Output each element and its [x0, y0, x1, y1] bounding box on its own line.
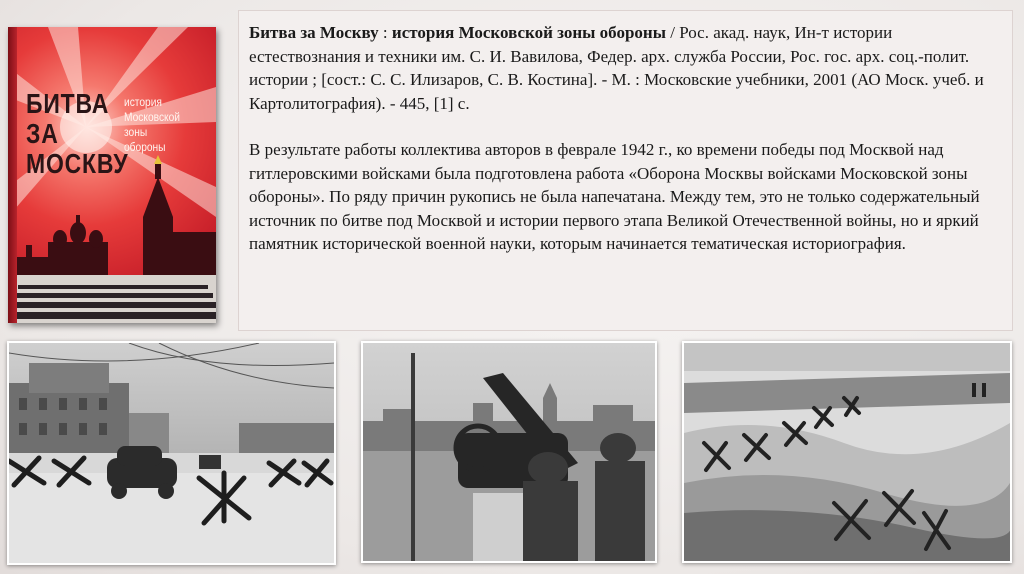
- book-cover-subtitle: история Московской зоны обороны: [124, 95, 180, 154]
- book-cover-title: БИТВА ЗА МОСКВУ: [26, 88, 129, 179]
- book-cover-image: [8, 27, 216, 323]
- bibliographic-details: / Рос. акад. наук, Ин-т истории естествознания и техники им. С. И. Вавилова, Федер. арх. служба России, Рос. гос. арх. соц.-полит. истории ; [сост.: С. С. Илизаров, С. В. Костина]. - М. : Московские учебники, 2001 (АО Моск. учеб. и Картолитография). - 445, [1] с.: [249, 23, 984, 113]
- book-title: Битва за Москву: [249, 23, 379, 42]
- title-separator: :: [378, 23, 392, 42]
- photo-trench-defenses: [682, 341, 1012, 563]
- book-subtitle: история Московской зоны обороны: [391, 23, 666, 42]
- bibliographic-record: [249, 21, 1000, 115]
- photo-anti-aircraft-gunners: [361, 341, 657, 563]
- text-panel: [238, 10, 1013, 331]
- book-spine: [8, 27, 17, 323]
- photo-street-barricades: [7, 341, 336, 565]
- description-paragraph: В результате работы коллектива авторов в феврале 1942 г., ко времени победы под Москвой над гитлеровскими войсками была подготовлена работа «Оборона Москвы войсками Московской зоны обороны». По ряду причин рукопись не была напечатана. Между тем, это не только содержательный источник по битве под Москвой и истории первого этапа Великой Отечественной войны, но и яркий памятник исторической военной науки, которым начинается тематическая историография.: [249, 140, 980, 253]
